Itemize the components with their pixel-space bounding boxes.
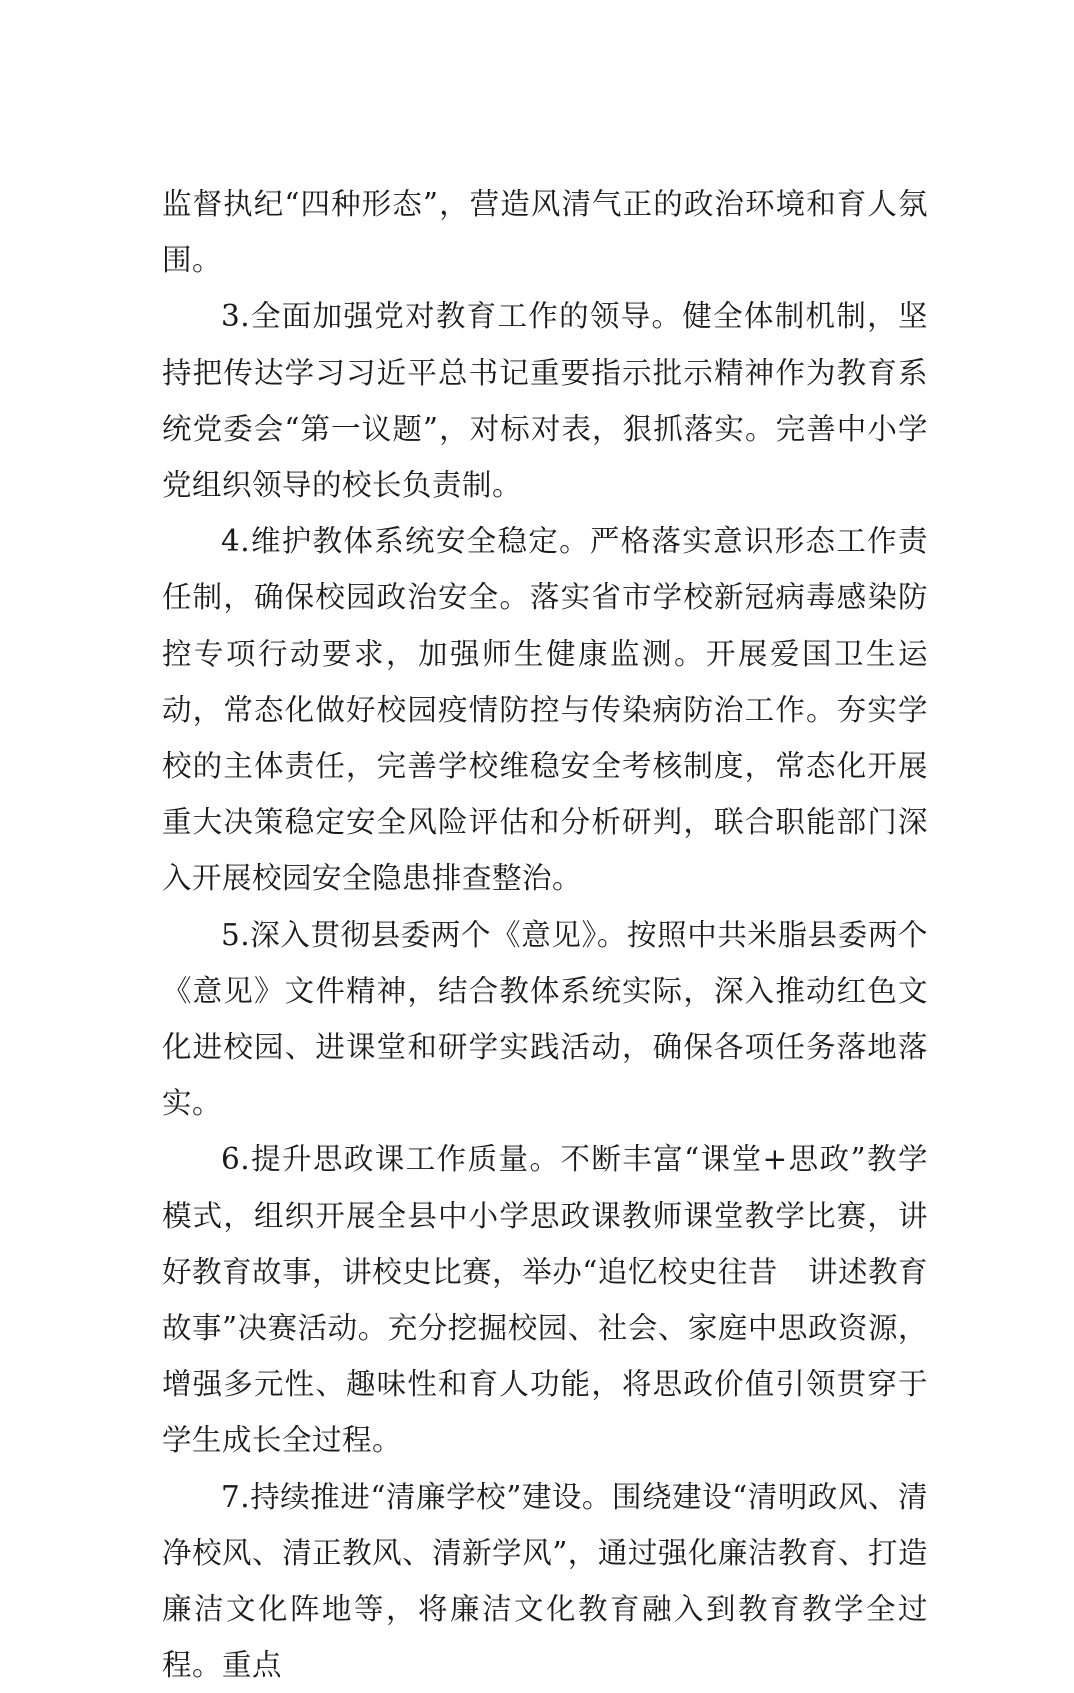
paragraph-continued: 监督执纪“四种形态”，营造风清气正的政治环境和育人氛围。 <box>162 187 928 278</box>
paragraph-item-6: 6.提升思政课工作质量。不断丰富“课堂+思政”教学模式，组织开展全县中小学思政课教师课堂教学比赛，讲好教育故事，讲校史比赛，举办“追忆校史往昔 讲述教育故事”决赛活动。充分挖掘校园、社会、家庭中思政资源，增强多元性、趣味性和育人功能，将思政价值引领贯穿于学生成长全过程。 <box>162 1142 928 1458</box>
paragraph-item-7: 7.持续推进“清廉学校”建设。围绕建设“清明政风、清净校风、清正教风、清新学风”，通过强化廉洁教育、打造廉洁文化阵地等，将廉洁文化教育融入到教育教学全过程。重点 <box>162 1479 928 1683</box>
document-body <box>162 176 928 1693</box>
paragraph-item-5: 5.深入贯彻县委两个《意见》。按照中共米脂县委两个《意见》文件精神，结合教体系统实际，深入推动红色文化进校园、进课堂和研学实践活动，确保各项任务落地落实。 <box>162 917 928 1121</box>
paragraph-item-4: 4.维护教体系统安全稳定。严格落实意识形态工作责任制，确保校园政治安全。落实省市学校新冠病毒感染防控专项行动要求，加强师生健康监测。开展爱国卫生运动，常态化做好校园疫情防控与传染病防治工作。夯实学校的主体责任，完善学校维稳安全考核制度，常态化开展重大决策稳定安全风险评估和分析研判，联合职能部门深入开展校园安全隐患排查整治。 <box>162 524 928 896</box>
paragraph-item-3: 3.全面加强党对教育工作的领导。健全体制机制，坚持把传达学习习近平总书记重要指示批示精神作为教育系统党委会“第一议题”，对标对表，狠抓落实。完善中小学党组织领导的校长负责制。 <box>162 299 928 503</box>
